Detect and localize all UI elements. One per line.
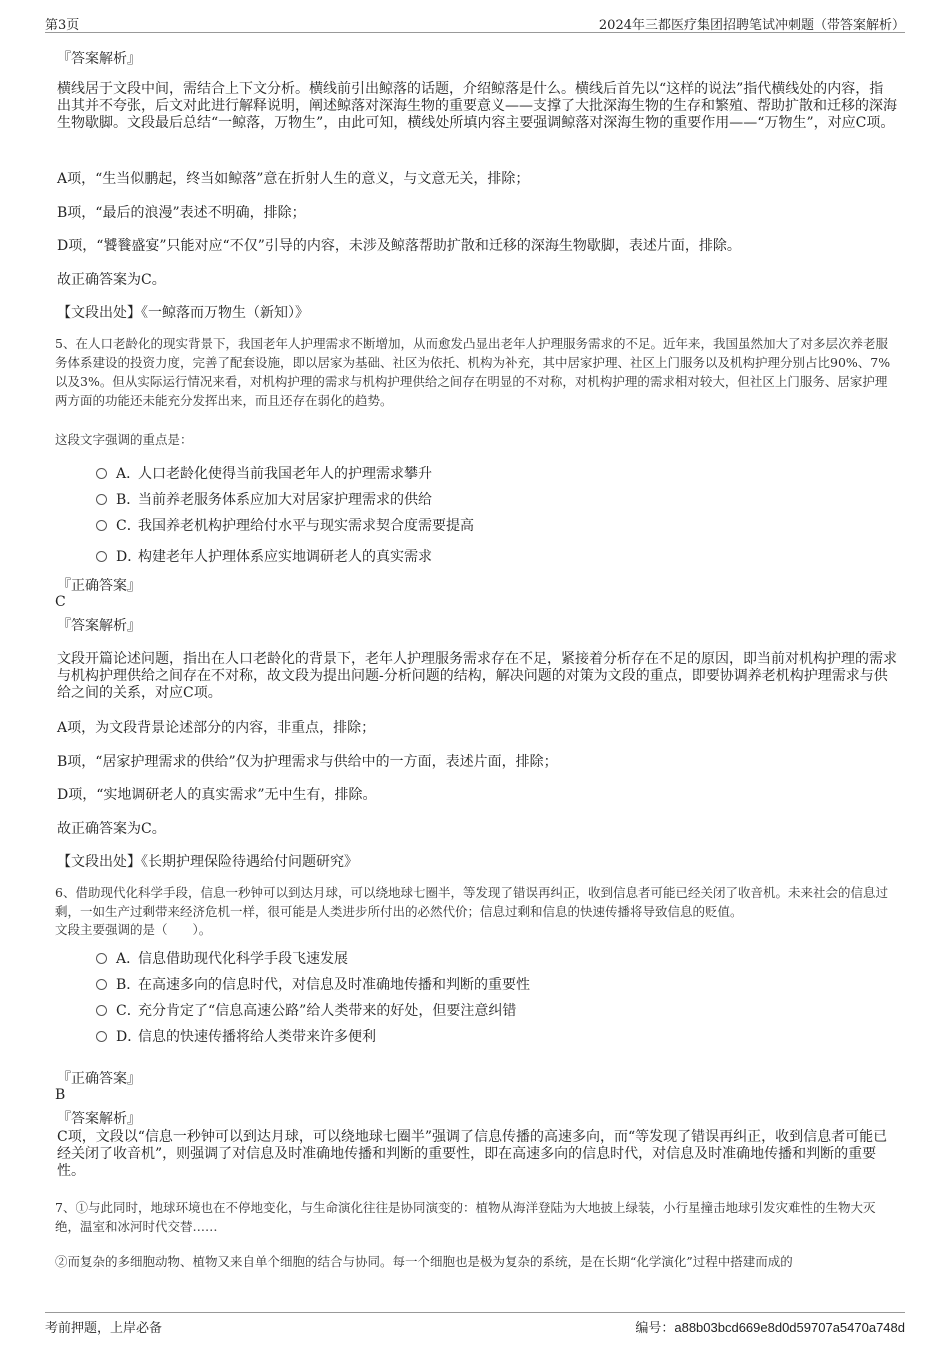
q5-option-d[interactable]: D．构建老年人护理体系应实地调研老人的真实需求	[96, 548, 432, 566]
q5-option-b-explanation: B项，“居家护理需求的供给”仅为护理需求与供给中的一方面，表述片面，排除；	[57, 754, 558, 770]
radio-icon[interactable]	[96, 551, 107, 562]
page-footer	[45, 1312, 905, 1335]
q6-analysis-label: 『答案解析』	[57, 1111, 141, 1127]
q5-analysis: 文段开篇论述问题，指出在人口老龄化的背景下，老年人护理服务需求存在不足，紧接着分析存在不足的原因，即当前对机构护理的需求与机构护理供给之间存在不对称，故文段为提出问题-分析问题的结构，解决问题的对策为文段的重点，即要协调养老机构护理需求与供给之间的关系，对应C项。	[57, 651, 897, 701]
page-header	[45, 14, 905, 33]
radio-icon[interactable]	[96, 494, 107, 505]
q6-option-d[interactable]: D．信息的快速传播将给人类带来许多便利	[96, 1028, 376, 1046]
q5-option-c[interactable]: C．我国养老机构护理给付水平与现实需求契合度需要提高	[96, 517, 474, 535]
q4-conclusion: 故正确答案为C。	[57, 272, 166, 288]
q6-option-b[interactable]: B．在高速多向的信息时代，对信息及时准确地传播和判断的重要性	[96, 976, 530, 994]
q4-analysis-label: 『答案解析』	[57, 51, 141, 67]
q6-option-a[interactable]: A．信息借助现代化科学手段飞速发展	[96, 950, 348, 968]
q5-option-d-explanation: D项，“实地调研老人的真实需求”无中生有，排除。	[57, 787, 377, 803]
radio-icon[interactable]	[96, 1005, 107, 1016]
q5-analysis-label: 『答案解析』	[57, 618, 141, 634]
q4-option-b-explanation: B项，“最后的浪漫”表述不明确，排除；	[57, 205, 306, 221]
q5-stem: 这段文字强调的重点是：	[55, 432, 193, 447]
q6-option-c[interactable]: C．充分肯定了“信息高速公路”给人类带来的好处，但要注意纠错	[96, 1002, 516, 1020]
radio-icon[interactable]	[96, 468, 107, 479]
q4-option-d-explanation: D项，“饕餮盛宴”只能对应“不仅”引导的内容，未涉及鲸落帮助扩散和迁移的深海生物歇脚，表述片面，排除。	[57, 238, 741, 254]
q5-passage: 5、在人口老龄化的现实背景下，我国老年人护理需求不断增加，从而愈发凸显出老年人护理服务需求的不足。近年来，我国虽然加大了对多层次养老服务体系建设的投资力度，完善了配套设施，即以居家为基础、社区为依托、机构为补充，其中居家护理、社区上门服务以及机构护理分别占比90%、7%以及3%。但从实际运行情况来看，对机构护理的需求与机构护理供给之间存在明显的不对称，对机构护理的需求相对较大，但社区上门服务、居家护理两方面的功能还未能充分发挥出来，而且还存在弱化的趋势。	[55, 336, 891, 408]
radio-icon[interactable]	[96, 520, 107, 531]
q5-answer: C	[55, 594, 66, 610]
q6-passage: 6、借助现代化科学手段，信息一秒钟可以到达月球，可以绕地球七圈半，等发现了错误再纠正，收到信息者可能已经关闭了收音机。未来社会的信息过剩，一如生产过剩带来经济危机一样，很可能是人类进步所付出的必然代价；信息过剩和信息的快速传播将导致信息的贬值。	[55, 885, 888, 919]
q6-answer-label: 『正确答案』	[57, 1071, 141, 1087]
footer-slogan: 考前押题，上岸必备	[45, 1321, 163, 1336]
radio-icon[interactable]	[96, 979, 107, 990]
document-code: 编号：a88b03bcd669e8d0d59707a5470a748d	[635, 1320, 905, 1335]
q5-source: 【文段出处】《长期护理保险待遇给付问题研究》	[57, 854, 358, 870]
radio-icon[interactable]	[96, 953, 107, 964]
q7-passage-part-1: 7、①与此同时，地球环境也在不停地变化，与生命演化往往是协同演变的：植物从海洋登陆为大地披上绿装，小行星撞击地球引发灾难性的生物大灭绝，温室和冰河时代交替……	[55, 1200, 876, 1234]
q5-answer-label: 『正确答案』	[57, 578, 141, 594]
q5-option-b[interactable]: B．当前养老服务体系应加大对居家护理需求的供给	[96, 491, 432, 509]
radio-icon[interactable]	[96, 1031, 107, 1042]
page-number: 第3页	[45, 18, 80, 33]
q5-conclusion: 故正确答案为C。	[57, 821, 166, 837]
q5-option-a-explanation: A项，为文段背景论述部分的内容，非重点，排除；	[57, 720, 376, 736]
q6-analysis: C项，文段以“信息一秒钟可以到达月球，可以绕地球七圈半”强调了信息传播的高速多向，而“等发现了错误再纠正，收到信息者可能已经关闭了收音机”，则强调了对信息及时准确地传播和判断的重要性，即在高速多向的信息时代，对信息及时准确地传播和判断的重要性。	[57, 1129, 888, 1179]
q6-stem: 文段主要强调的是（ ）。	[55, 922, 212, 937]
q5-option-a[interactable]: A．人口老龄化使得当前我国老年人的护理需求攀升	[96, 465, 432, 483]
document-title: 2024年三都医疗集团招聘笔试冲刺题（带答案解析）	[598, 18, 905, 33]
q7-passage-part-2: ②而复杂的多细胞动物、植物又来自单个细胞的结合与协同。每一个细胞也是极为复杂的系统，是在长期“化学演化”过程中搭建而成的	[55, 1254, 793, 1269]
q4-analysis: 横线居于文段中间，需结合上下文分析。横线前引出鲸落的话题，介绍鲸落是什么。横线后首先以“这样的说法”指代横线处的内容，指出其并不夸张，后文对此进行解释说明，阐述鲸落对深海生物的重要意义——支撑了大批深海生物的生存和繁殖、帮助扩散和迁移的深海生物歇脚。文段最后总结“一鲸落，万物生”，由此可知，横线处所填内容主要强调鲸落对深海生物的重要作用——“万物生”，对应C项。	[57, 81, 897, 131]
q4-source: 【文段出处】《一鲸落而万物生（新知）》	[57, 305, 309, 321]
q4-option-a-explanation: A项，“生当似鹏起，终当如鲸落”意在折射人生的意义，与文意无关，排除；	[57, 171, 530, 187]
q6-answer: B	[55, 1087, 66, 1103]
